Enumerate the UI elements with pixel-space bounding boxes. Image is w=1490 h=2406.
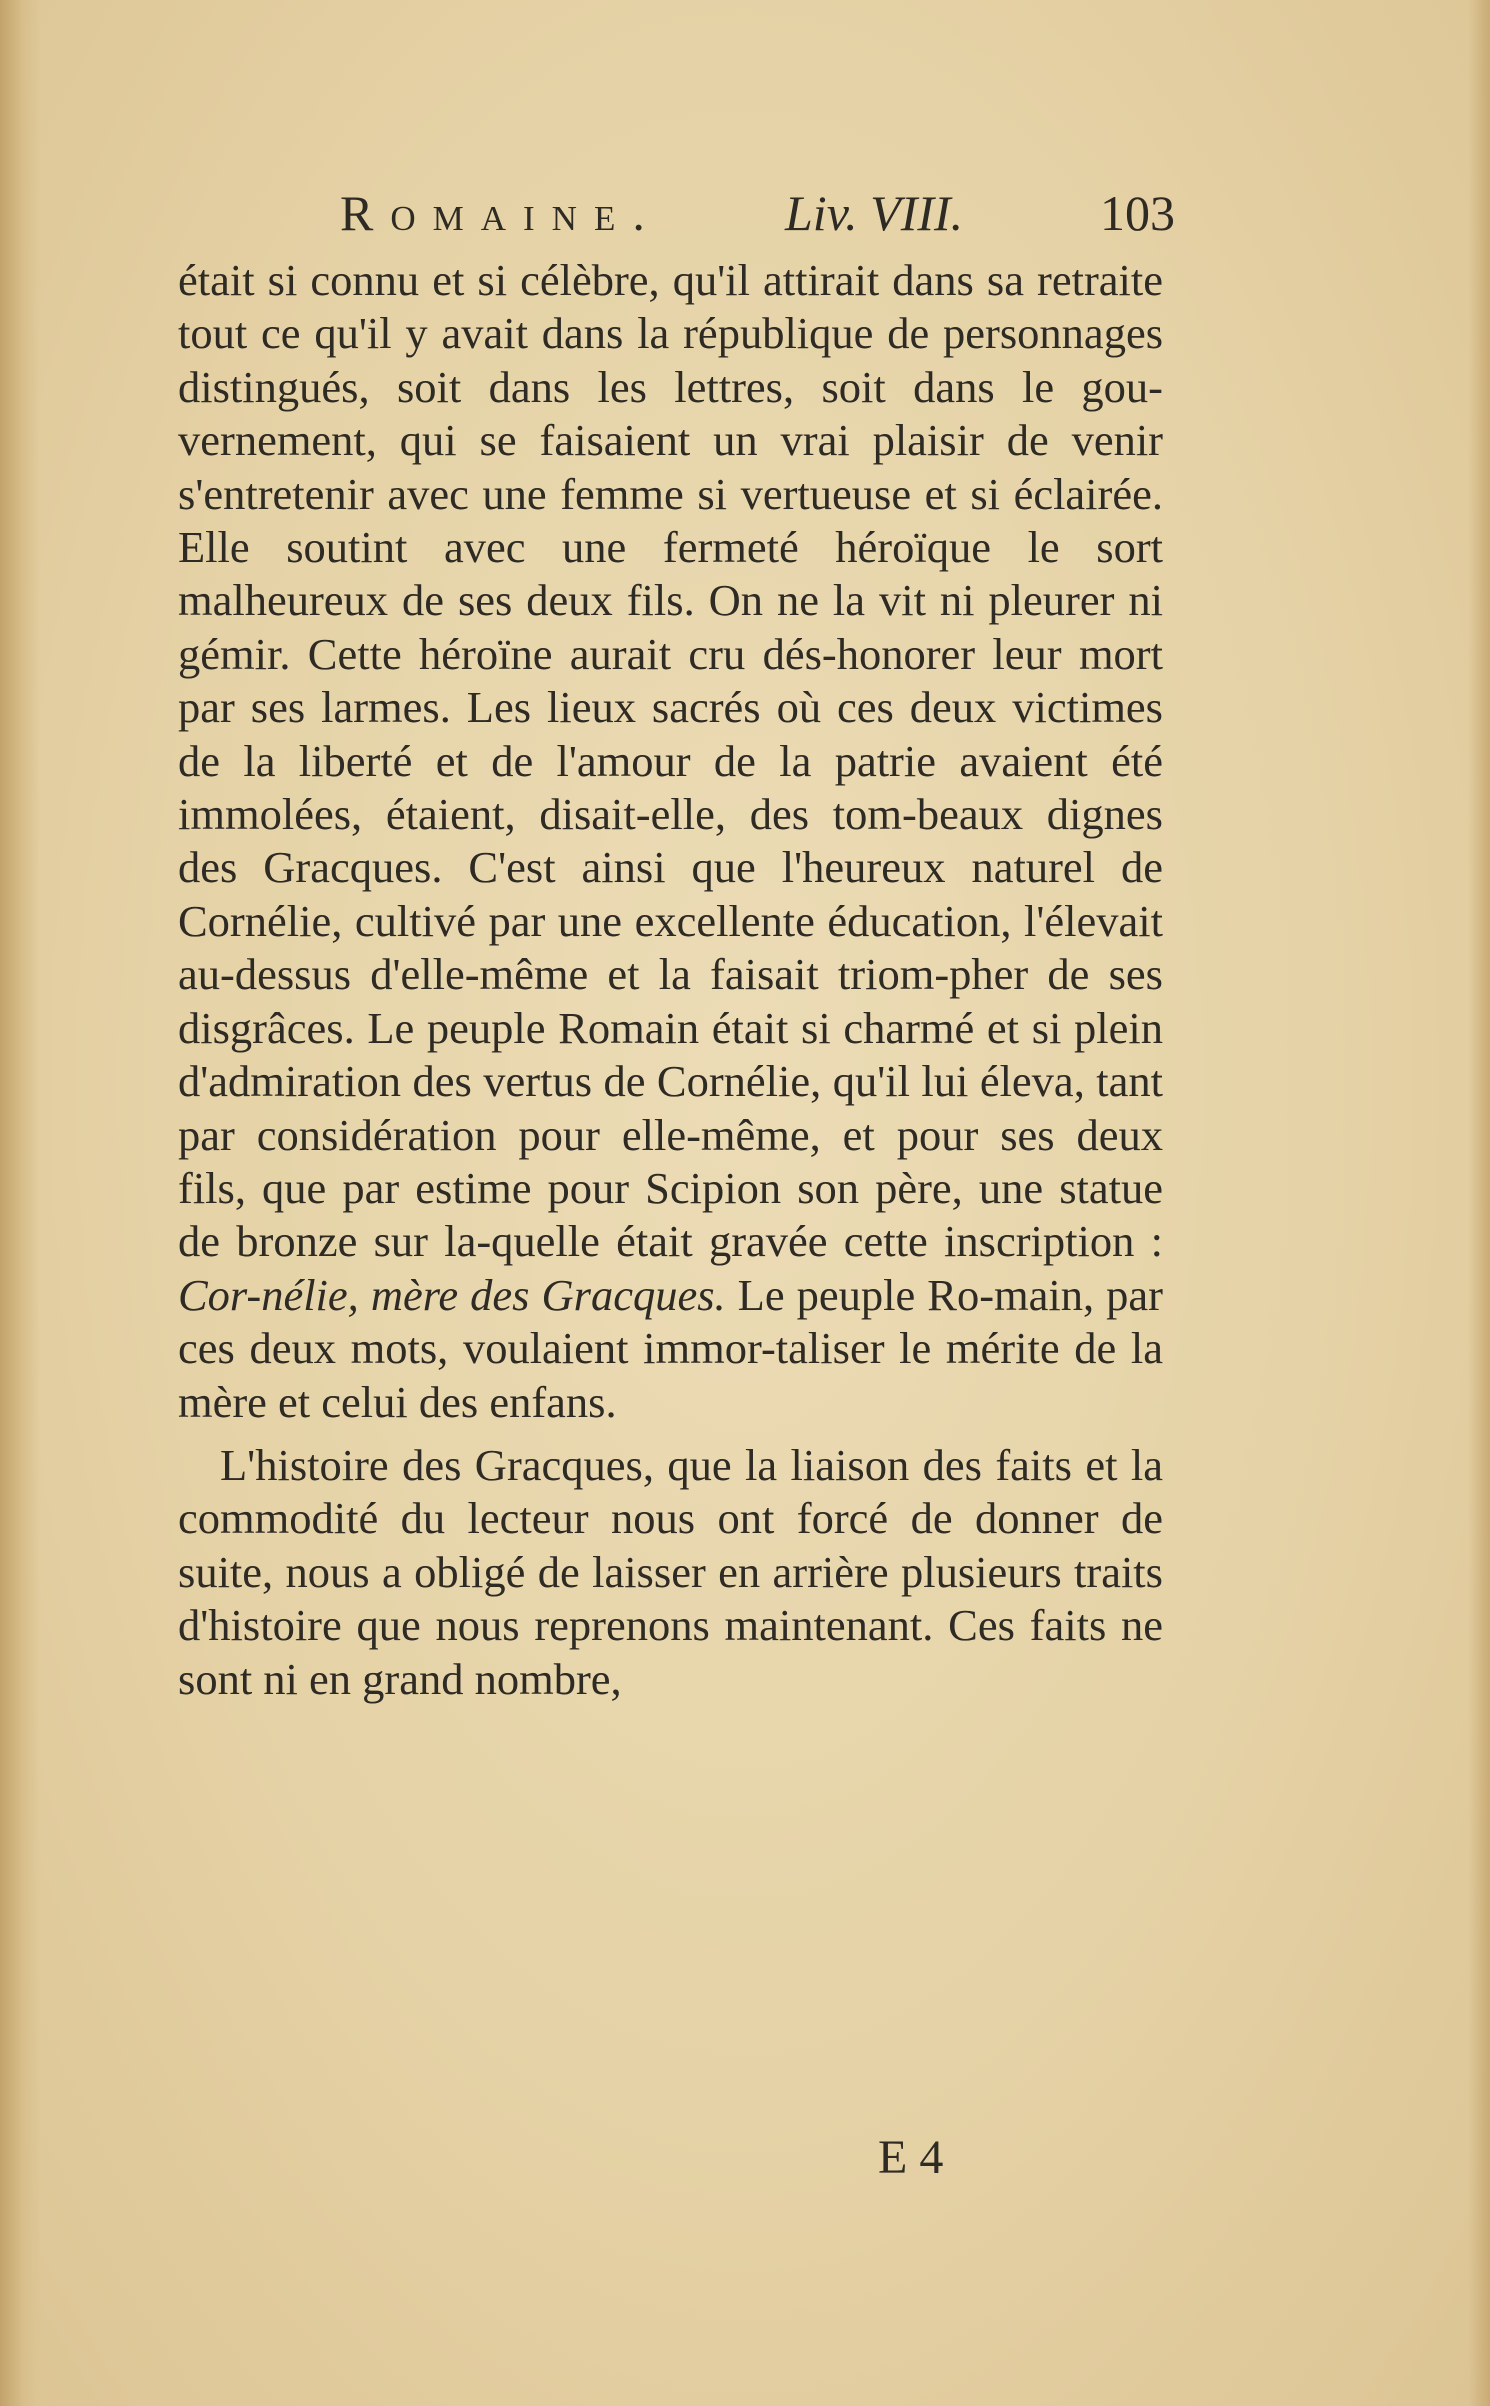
inscription-text: nélie, mère des Gracques. bbox=[261, 1269, 726, 1320]
text-line: pher de ses disgrâces. Le peuple Romain bbox=[178, 949, 1163, 1053]
text-line: ses deux fils, que par estime pour Scipion bbox=[178, 1109, 1164, 1213]
signature-mark: E 4 bbox=[878, 2131, 944, 2184]
text-line: dans sa retraite tout ce qu'il y avait dans bbox=[178, 255, 1163, 359]
text-line: quelle était gravée cette inscription : bbox=[491, 1216, 1163, 1267]
paragraph-1 bbox=[178, 254, 1163, 1429]
text-line: Ces faits ne sont ni en grand nombre, bbox=[178, 1600, 1164, 1704]
paragraph-2 bbox=[178, 1439, 1163, 1706]
text-line: beaux dignes des Gracques. C'est ainsi que bbox=[178, 789, 1163, 893]
text-line: des faits et la commodité du lecteur nous bbox=[178, 1439, 1163, 1544]
page-number: 103 bbox=[1100, 185, 1175, 241]
book-number: Liv. VIII. bbox=[785, 185, 964, 241]
text-line: immolées, étaient, disait-elle, des tom- bbox=[178, 789, 917, 840]
text-line: d'histoire que nous reprenons maintenant. bbox=[178, 1600, 934, 1651]
text-line: une fermeté héroïque le sort malheureux bbox=[178, 522, 1164, 626]
text-line: au-dessus d'elle-même et la faisait triom- bbox=[178, 949, 950, 1000]
text-line: vertus de Cornélie, qu'il lui éleva, tant bbox=[483, 1056, 1163, 1107]
page-gutter-shadow bbox=[0, 0, 40, 2406]
text-line: honorer leur mort par ses larmes. Les lieux bbox=[178, 628, 1163, 733]
text-line: était si connu et si célèbre, qu'il attirait bbox=[178, 255, 880, 305]
text-line: par une excellente éducation, l'élevait bbox=[488, 895, 1164, 946]
text-line: de ses deux fils. On ne la vit ni pleurer bbox=[402, 575, 1115, 626]
text-line: taliser le mérite de la mère et celui des bbox=[178, 1323, 1164, 1427]
running-header bbox=[340, 178, 1175, 248]
inscription-text: Cor- bbox=[178, 1269, 262, 1320]
text-line: de venir s'entretenir avec une femme si bbox=[178, 415, 1164, 519]
text-line: L'histoire des Gracques, que la liaison bbox=[220, 1439, 910, 1490]
text-line: et de l'amour de la patrie avaient été bbox=[435, 735, 1163, 786]
text-line: vertueuse et si éclairée. Elle soutint avec bbox=[178, 468, 1163, 573]
text-line: l'heureux naturel de Cornélie, cultivé bbox=[178, 842, 1164, 946]
page-edge-shadow bbox=[1468, 0, 1490, 2406]
body-text bbox=[178, 254, 1163, 1706]
text-line: vernement, qui se faisaient un vrai plaisir bbox=[178, 415, 984, 466]
text-line: ni gémir. Cette héroïne aurait cru dés- bbox=[178, 575, 1164, 679]
text-line: par considération pour elle-même, et pour bbox=[178, 1109, 979, 1160]
text-line: son père, une statue de bronze sur la- bbox=[178, 1162, 1163, 1267]
text-line: soit dans les lettres, soit dans le gou- bbox=[396, 361, 1164, 412]
text-line: la république de personnages distingués, bbox=[178, 308, 1164, 412]
text-line: sacrés où ces deux victimes de la liberté bbox=[178, 682, 1164, 786]
text-line: enfans. bbox=[489, 1376, 617, 1427]
text-line: était si charmé et si plein d'admiration des bbox=[178, 1002, 1164, 1107]
text-line: obligé de laisser en arrière plusieurs traits bbox=[414, 1546, 1163, 1597]
text-line: main, par ces deux mots, voulaient immor- bbox=[178, 1269, 1163, 1374]
text-line: Le peuple Ro- bbox=[737, 1269, 995, 1320]
running-title: Romaine. bbox=[340, 185, 662, 241]
text-line: ont forcé de donner de suite, nous a bbox=[178, 1493, 1163, 1597]
